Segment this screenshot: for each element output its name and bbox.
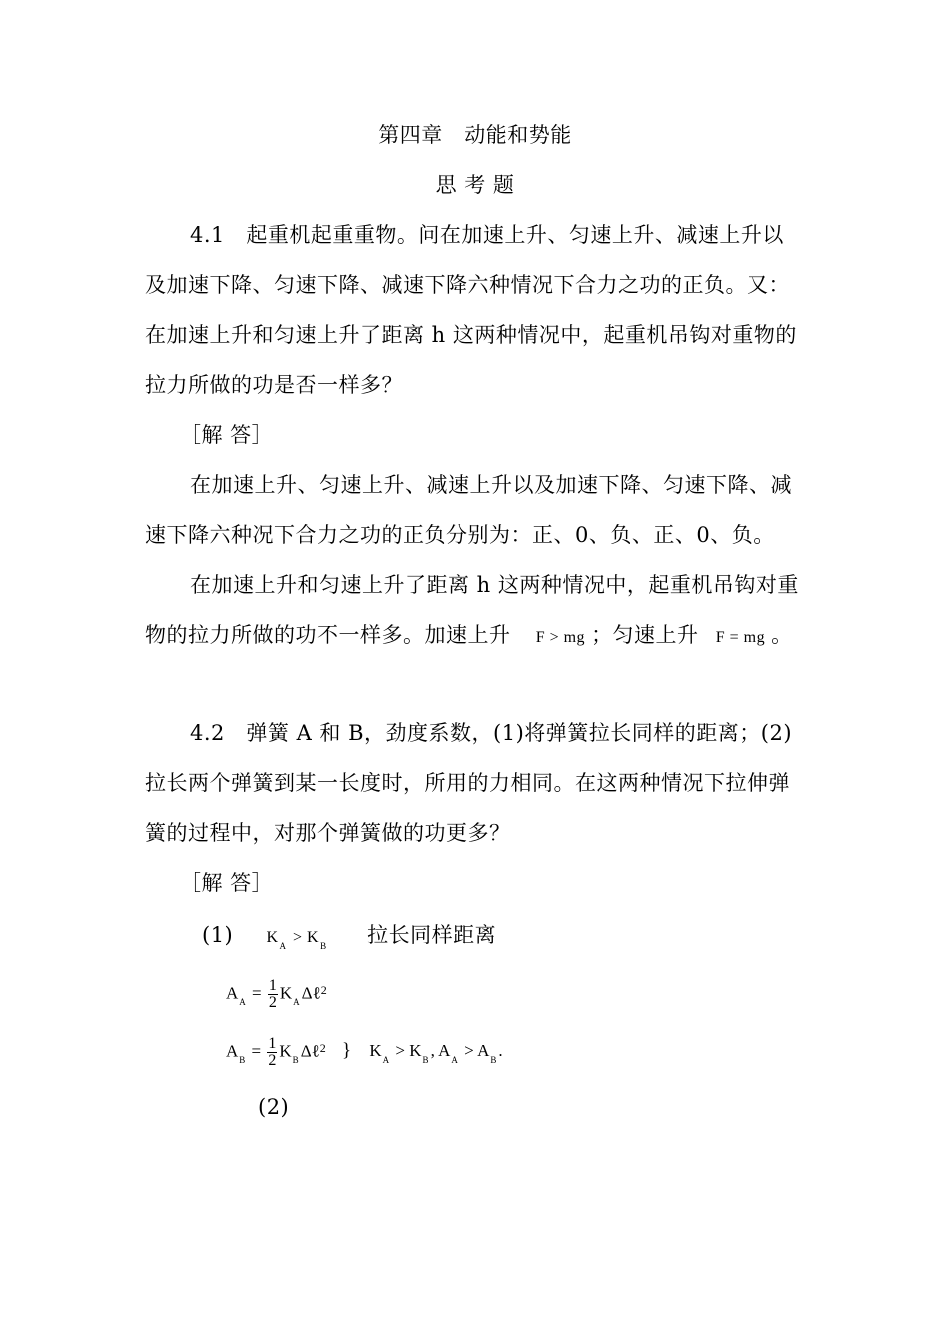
answer-label-4-2: ［解 答］ [180,871,274,895]
question-4-2-line-1: 4.2 弹簧 A 和 B，劲度系数，(1)将弹簧拉长同样的距离；(2) [190,721,793,745]
answer-4-1-line-4 [145,620,793,653]
answer-4-1-line-4-text: 物的拉力所做的功不一样多。加速上升 [145,623,511,647]
part-1-description: 拉长同样距离 [367,923,497,947]
answer-label-4-1: ［解 答］ [180,423,274,447]
chapter-title: 第四章 动能和势能 [378,123,572,147]
question-4-1-line-2: 及加速下降、匀速下降、减速下降六种情况下合力之功的正负。又： [145,273,790,297]
answer-4-1-line-1: 在加速上升、匀速上升、减速上升以及加速下降、匀速下降、减 [190,473,792,497]
question-4-2-line-2: 拉长两个弹簧到某一长度时，所用的力相同。在这两种情况下拉伸弹 [145,771,790,795]
conclusion: $K_A > K_B$ , $A_A > A_B$ . [369,1041,503,1066]
equation-work-b: $A_B$ = $\frac{1}{2}$ $K_B$ Δℓ$^2$ } $K_A > K_B$ , $A_A > A_B$ . [226,1035,503,1069]
part-1-row [202,920,496,954]
answer-4-1-line-4-separator: ；匀速上升 [591,623,699,647]
question-4-2-line-3: 簧的过程中，对那个弹簧做的功更多？ [145,821,511,845]
fraction-half-a: $\frac{1}{2}$ [268,977,277,1011]
formula-uniform: F = mg [715,629,766,646]
question-4-1-line-4: 拉力所做的功是否一样多？ [145,373,403,397]
question-4-1-line-1: 4.1 起重机起重重物。问在加速上升、匀速上升、减速上升以 [190,223,784,247]
brace: } [342,1040,352,1062]
formula-accelerating: F > mg [535,629,586,646]
equation-work-a: $A_A$ = $\frac{1}{2}$ $K_A$ Δℓ$^2$ [226,977,327,1011]
answer-4-1-line-3: 在加速上升和匀速上升了距离 h 这两种情况中，起重机吊钩对重 [190,573,799,597]
part-1-condition: $K_A > K_B$ [266,929,327,951]
part-2-label: (2) [258,1095,290,1119]
answer-4-1-line-2: 速下降六种况下合力之功的正负分别为：正、0、负、正、0、负。 [145,523,775,547]
fraction-half-b: $\frac{1}{2}$ [268,1035,277,1069]
part-1-label: (1) [202,923,234,947]
section-title: 思 考 题 [435,173,515,197]
question-4-1-line-3: 在加速上升和匀速上升了距离 h 这两种情况中，起重机吊钩对重物的 [145,323,797,347]
answer-4-1-line-4-end: 。 [771,623,793,647]
